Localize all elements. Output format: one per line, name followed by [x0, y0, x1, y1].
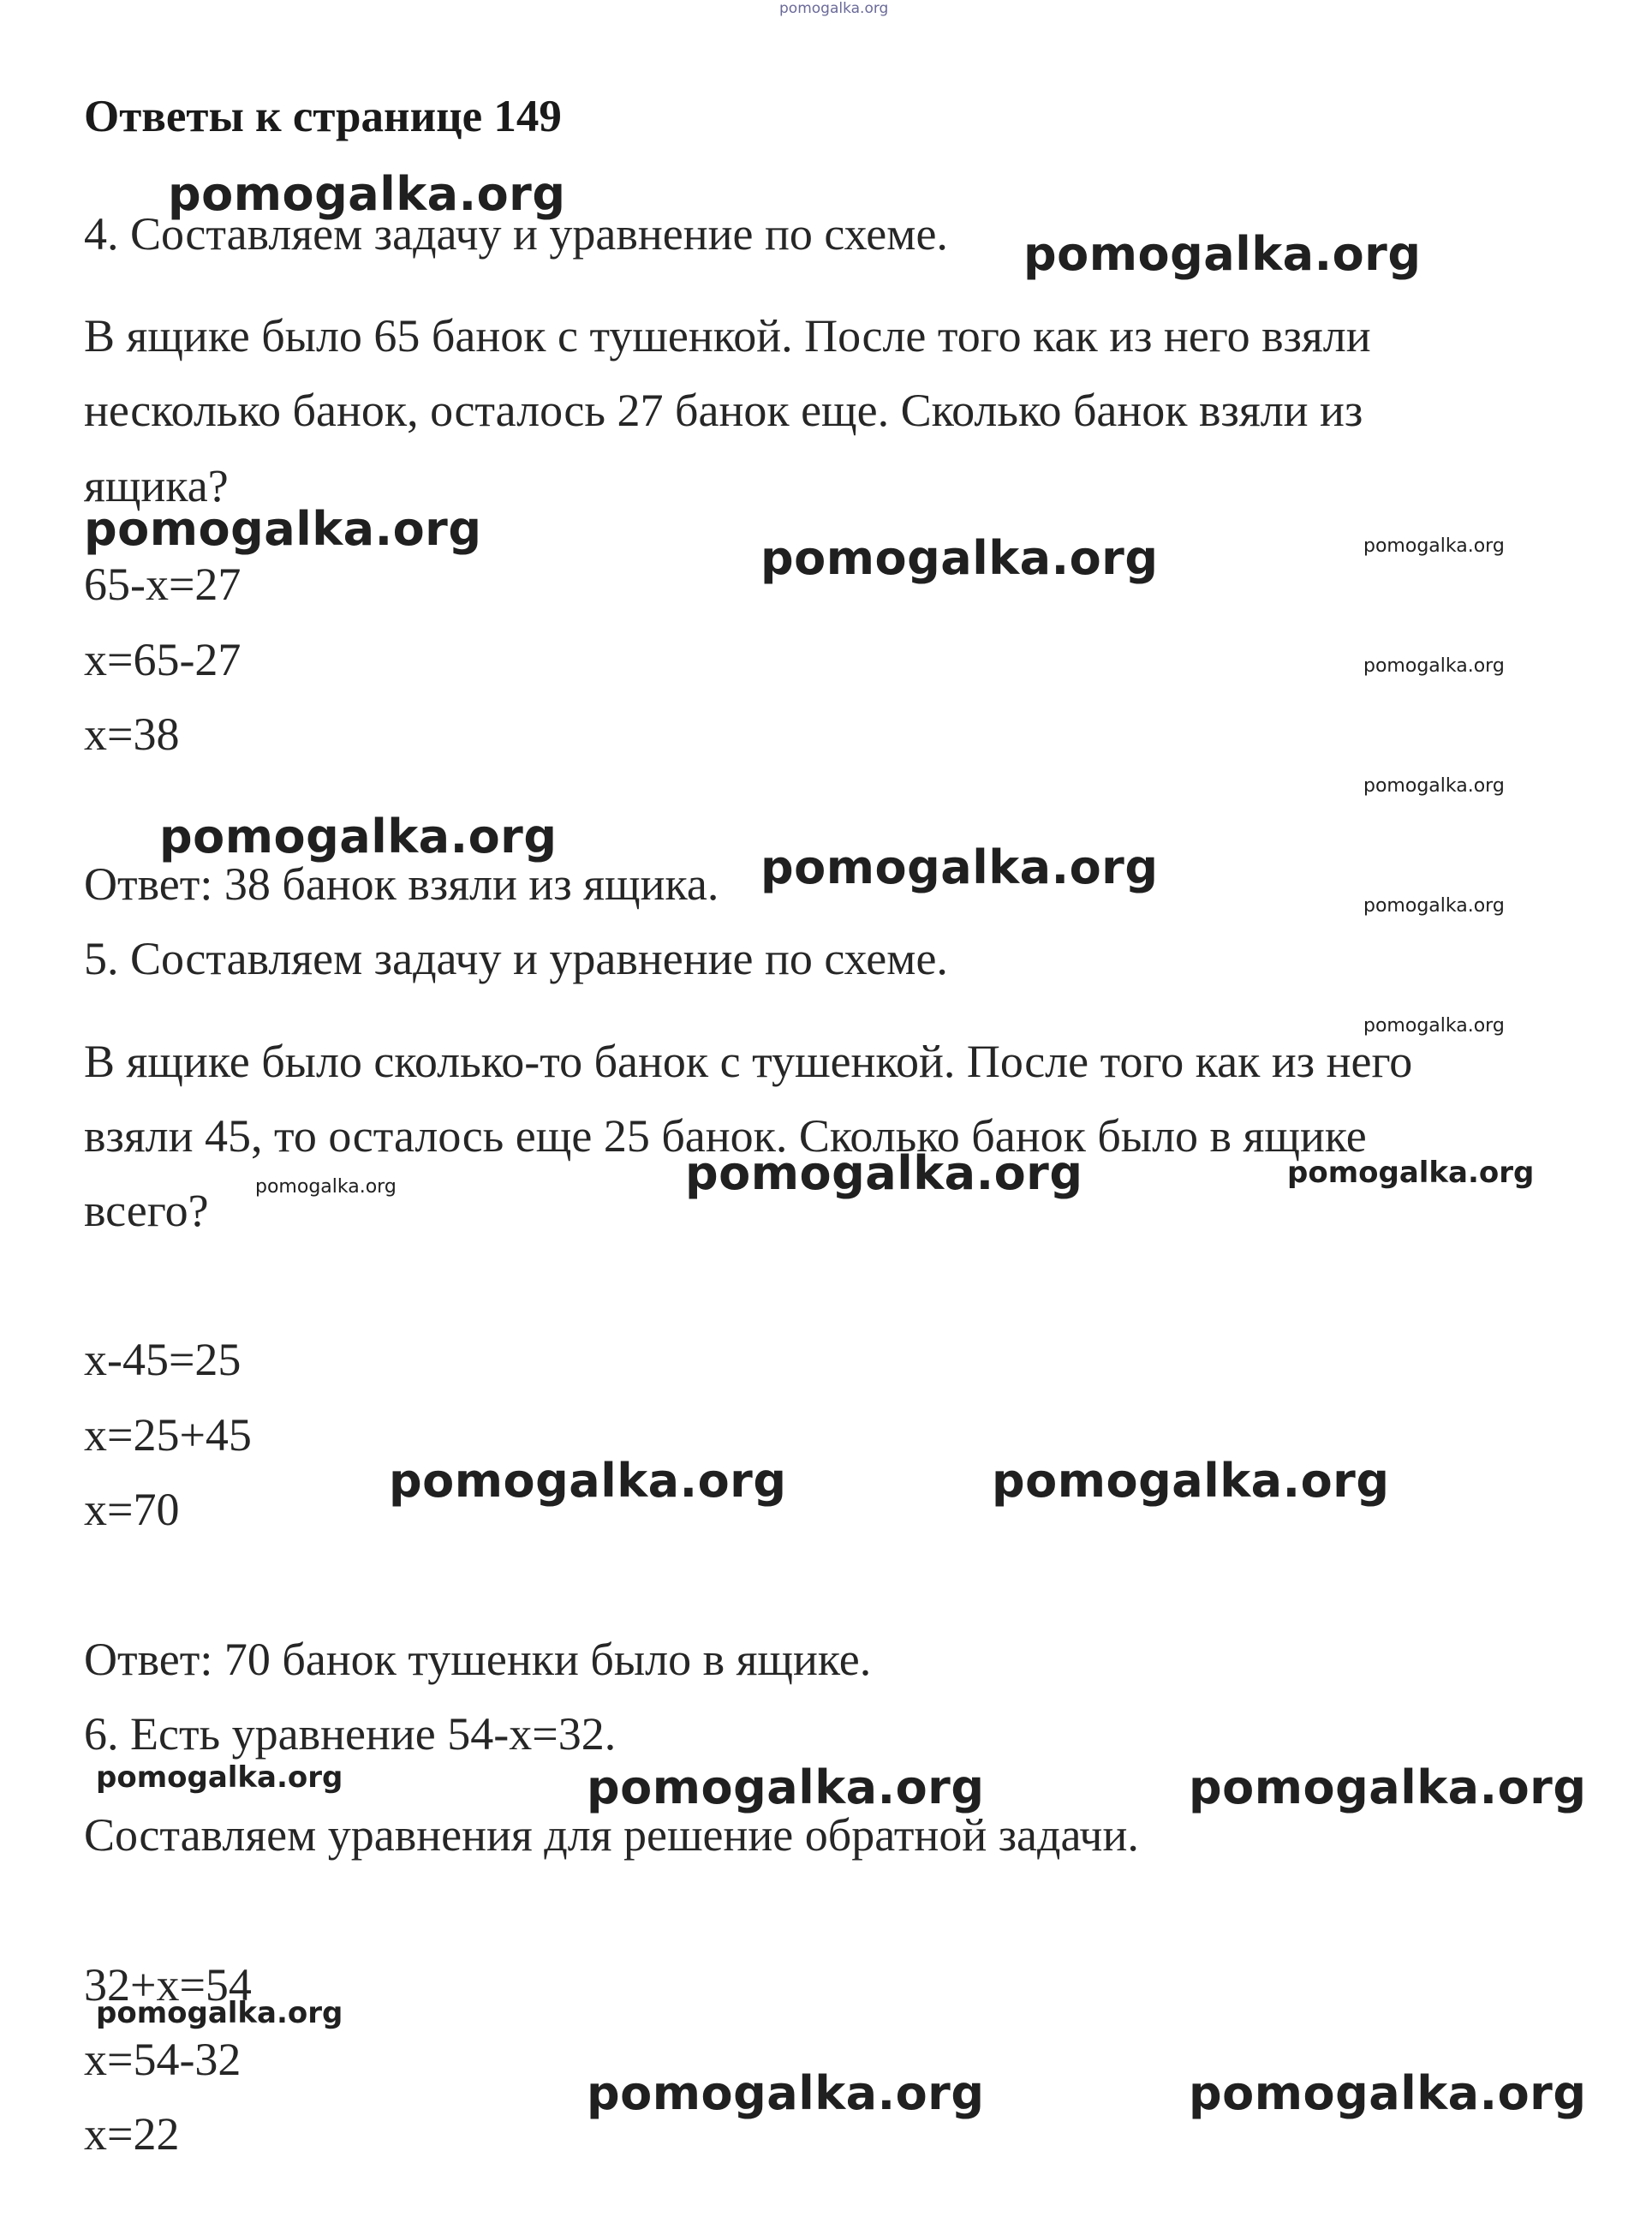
- task6-equation: 32+x=54: [84, 1959, 252, 2011]
- watermark: pomogalka.org: [1363, 535, 1505, 557]
- task6-heading: 6. Есть уравнение 54-x=32.: [84, 1708, 617, 1760]
- task5-problem-line: взяли 45, то осталось еще 25 банок. Сколько банок было в ящике: [84, 1110, 1367, 1162]
- task6-instruction: Составляем уравнения для решение обратной задачи.: [84, 1809, 1139, 1861]
- task4-equation: x=65-27: [84, 634, 242, 685]
- watermark: pomogalka.org: [1363, 775, 1505, 797]
- watermark: pomogalka.org: [1287, 1156, 1535, 1190]
- watermark: pomogalka.org: [1363, 1015, 1505, 1037]
- task4-problem-line: несколько банок, осталось 27 банок еще. Сколько банок взяли из: [84, 385, 1363, 436]
- watermark: pomogalka.org: [96, 1996, 343, 2030]
- task4-equation: x=38: [84, 708, 180, 760]
- watermark: pomogalka.org: [587, 2066, 985, 2120]
- task4-problem-line: В ящике было 65 банок с тушенкой. После того как из него взяли: [84, 310, 1371, 362]
- page-title: Ответы к странице 149: [84, 92, 562, 141]
- watermark: pomogalka.org: [255, 1176, 397, 1198]
- watermark: pomogalka.org: [168, 167, 566, 221]
- task4-heading: 4. Составляем задачу и уравнение по схеме.: [84, 208, 948, 260]
- task4-answer: Ответ: 38 банок взяли из ящика.: [84, 858, 719, 910]
- task4-problem-line: ящика?: [84, 460, 229, 511]
- task6-equation: x=54-32: [84, 2034, 242, 2085]
- watermark: pomogalka.org: [760, 840, 1159, 894]
- task5-equation: x=70: [84, 1484, 180, 1535]
- watermark: pomogalka.org: [1189, 2066, 1587, 2120]
- watermark: pomogalka.org: [84, 502, 482, 556]
- task6-equation: x=22: [84, 2108, 180, 2160]
- watermark: pomogalka.org: [760, 531, 1159, 585]
- watermark: pomogalka.org: [1363, 895, 1505, 917]
- watermark: pomogalka.org: [159, 810, 558, 864]
- watermark: pomogalka.org: [587, 1760, 985, 1814]
- watermark: pomogalka.org: [685, 1146, 1083, 1200]
- task5-equation: x=25+45: [84, 1409, 252, 1461]
- watermark: pomogalka.org: [1023, 227, 1422, 281]
- watermark: pomogalka.org: [96, 1760, 343, 1795]
- task5-problem-line: В ящике было сколько-то банок с тушенкой. После того как из него: [84, 1036, 1413, 1087]
- task4-equation: 65-x=27: [84, 559, 242, 610]
- watermark: pomogalka.org: [1363, 655, 1505, 677]
- header-watermark: pomogalka.org: [779, 0, 889, 17]
- task5-heading: 5. Составляем задачу и уравнение по схеме.: [84, 933, 948, 984]
- watermark: pomogalka.org: [992, 1454, 1390, 1508]
- task5-answer: Ответ: 70 банок тушенки было в ящике.: [84, 1634, 872, 1685]
- task5-problem-line: всего?: [84, 1185, 209, 1236]
- watermark: pomogalka.org: [389, 1454, 787, 1508]
- task5-equation: x-45=25: [84, 1334, 242, 1385]
- watermark: pomogalka.org: [1189, 1760, 1587, 1814]
